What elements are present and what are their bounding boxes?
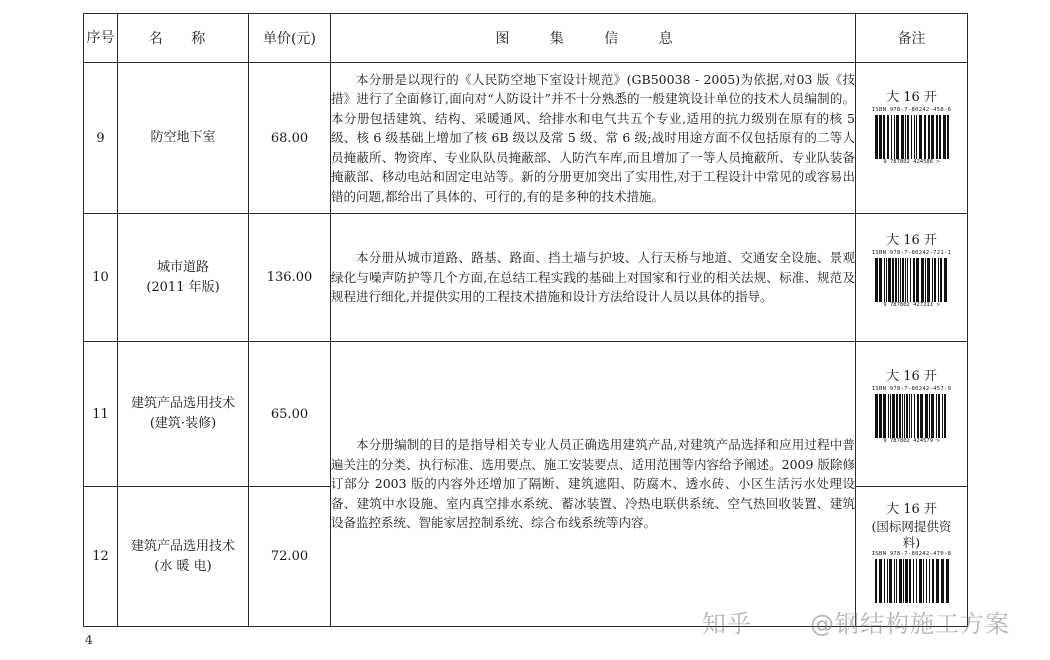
row-name bbox=[118, 487, 249, 627]
note-block bbox=[872, 232, 952, 309]
barcode-digits: 9 787802 424586 > bbox=[883, 159, 940, 165]
header-no: 序号 bbox=[84, 14, 118, 63]
barcode-image bbox=[873, 115, 951, 159]
row-note bbox=[856, 63, 968, 214]
barcode-digits: 9 787802 427211 > bbox=[883, 302, 940, 308]
row-info-text: 本分册是以现行的《人民防空地下室设计规范》(GB50038 - 2005)为依据,对03 版《技措》进行了全面修订,面向对“人防设计”并不十分熟悉的一般建筑设计单位的技术人员编制的。本分册包括建筑、结构、采暖通风、给排水和电气共五个专业,适用的抗力级别在原有的核 5 级、核 6 级基础上增加了核 6B 级以及常 5 级、常 6 级;战时用途方面不仅包括原有的二等人员掩蔽所、物资库、专业队队员掩蔽部、人防汽车库,而且增加了一等人员掩蔽所、专业队装备掩蔽部、移动电站和固定电站等。新的分册更加突出了实用性,对于工程设计中常见的或容易出错的问题,都给出了具体的、可行的,有的是多种的技术措施。 bbox=[331, 71, 855, 204]
header-note: 备注 bbox=[856, 14, 968, 63]
row-name-line: 防空地下室 bbox=[150, 130, 216, 145]
barcode-image bbox=[873, 559, 951, 603]
note-block bbox=[872, 368, 952, 445]
page-number: 4 bbox=[85, 633, 93, 647]
row-note bbox=[856, 214, 968, 342]
watermark bbox=[702, 604, 1010, 639]
table-row bbox=[84, 214, 968, 342]
note-block bbox=[872, 89, 952, 166]
row-note bbox=[856, 342, 968, 487]
source-label: (国标网提供资料) bbox=[871, 519, 952, 550]
barcode-image bbox=[873, 394, 951, 438]
row-price: 72.00 bbox=[249, 487, 331, 627]
row-price: 65.00 bbox=[249, 342, 331, 487]
row-name bbox=[118, 63, 249, 214]
row-name-edition: (建筑·装修) bbox=[149, 416, 217, 431]
barcode-digits: 9 787802 424579 > bbox=[883, 438, 940, 444]
row-price: 68.00 bbox=[249, 63, 331, 214]
isbn-text: ISBN 978-7-80242-457-9 bbox=[871, 386, 952, 392]
row-name-line: 建筑产品选用技术 bbox=[130, 396, 235, 411]
isbn-text: ISBN 978-7-80242-721-1 bbox=[871, 250, 952, 256]
watermark-logo: 知乎 bbox=[702, 610, 752, 638]
row-name bbox=[118, 342, 249, 487]
row-info-text: 本分册编制的目的是指导相关专业人员正确选用建筑产品,对建筑产品选择和应用过程中普遍关注的分类、执行标准、选用要点、施工安装要点、适用范围等内容给予阐述。2009 版除修订部分 2003 版的内容外还增加了隔断、建筑遮阳、防腐木、透水砖、小区生活污水处理设备、建筑中水设施、室内真空排水系统、蓄冰装置、冷热电联供系统、空气热回收装置、建筑设备监控系统、智能家居控制系统、综合布线系统等内容。 bbox=[331, 437, 855, 531]
format-label: 大 16 开 bbox=[886, 502, 937, 517]
row-info bbox=[331, 342, 856, 627]
format-label: 大 16 开 bbox=[886, 90, 937, 105]
watermark-handle: @钢结构施工方案 bbox=[810, 610, 1010, 638]
catalog-table bbox=[83, 13, 968, 627]
header-info: 图 集 信 息 bbox=[331, 14, 856, 63]
format-label: 大 16 开 bbox=[886, 369, 937, 384]
row-name-edition: (水 暖 电) bbox=[154, 558, 212, 574]
row-number: 9 bbox=[84, 63, 118, 214]
row-name-line: 城市道路 bbox=[156, 259, 209, 275]
table-row bbox=[84, 342, 968, 487]
note-block bbox=[864, 501, 960, 603]
isbn-text: ISBN 978-7-80242-470-8 bbox=[871, 551, 952, 557]
row-number: 10 bbox=[84, 214, 118, 342]
barcode-image bbox=[873, 258, 951, 302]
row-number: 11 bbox=[84, 342, 118, 487]
header-name: 名 称 bbox=[118, 14, 249, 63]
isbn-text: ISBN 978-7-80242-458-6 bbox=[871, 107, 952, 113]
table-header-row bbox=[84, 14, 968, 63]
row-name-edition: (2011 年版) bbox=[146, 279, 220, 295]
table-row bbox=[84, 63, 968, 214]
row-name-line: 建筑产品选用技术 bbox=[130, 538, 235, 554]
format-label: 大 16 开 bbox=[886, 233, 937, 248]
row-info bbox=[331, 63, 856, 214]
row-info bbox=[331, 214, 856, 342]
row-name bbox=[118, 214, 249, 342]
header-price: 单价(元) bbox=[249, 14, 331, 63]
row-number: 12 bbox=[84, 487, 118, 627]
row-info-text: 本分册从城市道路、路基、路面、挡土墙与护坡、人行天桥与地道、交通安全设施、景观绿化与噪声防护等几个方面,在总结工程实践的基础上对国家和行业的相关法规、标准、规范及规程进行细化,并提供实用的工程技术措施和设计方法给设计人员以具体的指导。 bbox=[331, 250, 855, 305]
row-price: 136.00 bbox=[249, 214, 331, 342]
